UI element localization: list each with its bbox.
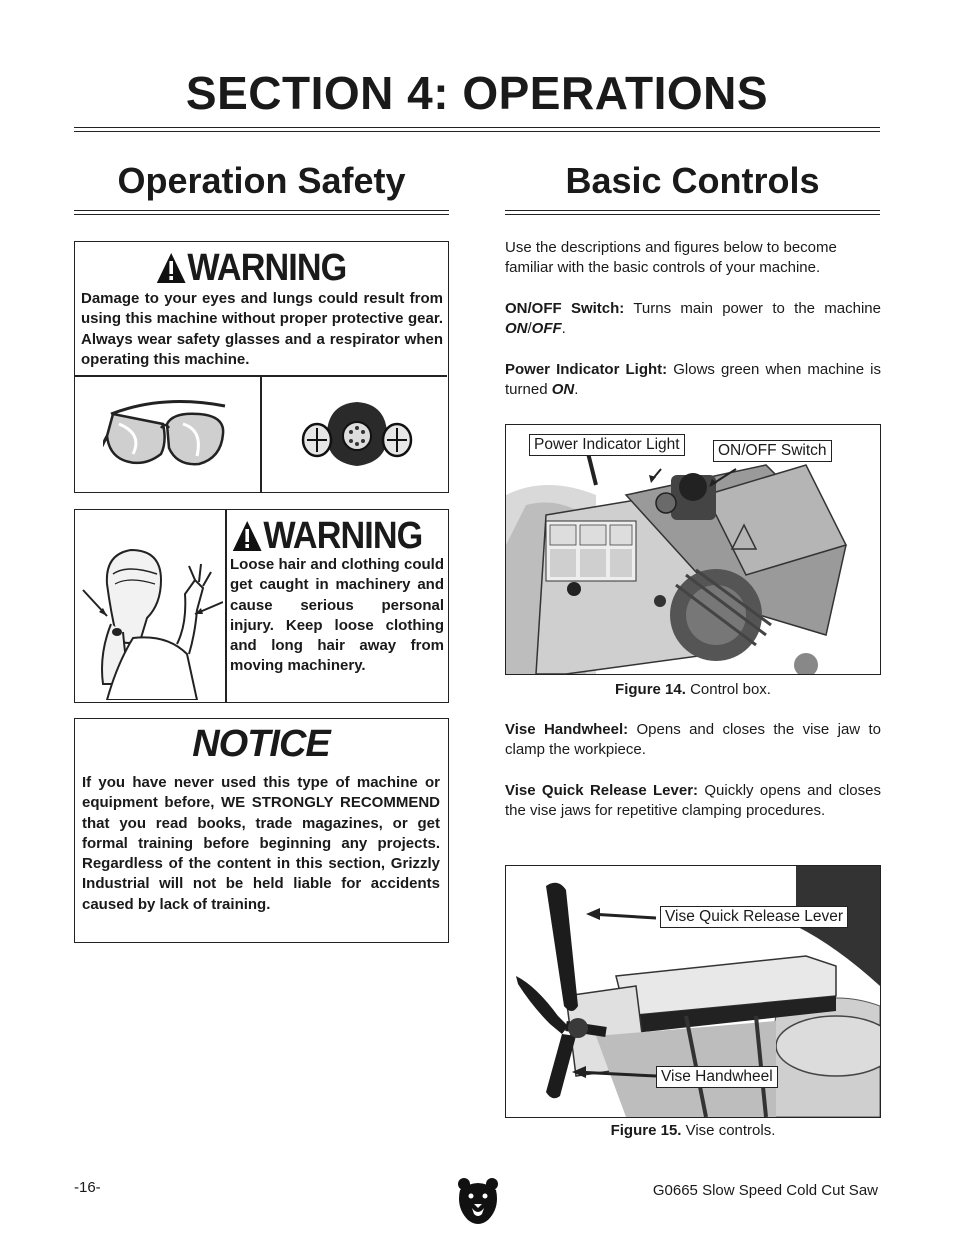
- warning-triangle-icon: [231, 519, 263, 553]
- right-title-rule: [505, 210, 880, 215]
- vise-quick-release-lever-label: Vise Quick Release Lever: [660, 906, 848, 928]
- figure-15-vise-controls: [505, 865, 881, 1118]
- page-number: -16-: [74, 1179, 101, 1196]
- vise-handwheel-paragraph: Vise Handwheel: Opens and closes the vise jaw to clamp the workpiece.: [505, 721, 881, 759]
- left-title-rule: [74, 210, 449, 215]
- power-indicator-light-label: Power Indicator Light: [529, 434, 685, 456]
- notice-text: If you have never used this type of machine or equipment before, WE STRONGLY RECOMMEND that you read books, trade magazines, or get formal training before beginning any projects. Regardless of the content in this section, Grizzly Industrial will not be held liable for accidents caused by lack of training.: [82, 774, 440, 913]
- basic-controls-title: Basic Controls: [565, 160, 820, 201]
- grizzly-bear-logo-icon: [456, 1176, 500, 1226]
- warning-text: Damage to your eyes and lungs could result from using this machine without proper protective gear. Always wear safety glasses and a respirator when operating this machine.: [81, 290, 443, 368]
- onoff-switch-paragraph: ON/OFF Switch: Turns main power to the machine ON/OFF.: [505, 300, 881, 338]
- vise-quick-release-paragraph: Vise Quick Release Lever: Quickly opens and closes the vise jaws for repetitive clamping procedures.: [505, 782, 881, 820]
- warning-text: Loose hair and clothing could get caught in machinery and cause serious personal injury. Keep loose clothing and long hair away from moving machinery.: [230, 556, 444, 675]
- notice-box: [74, 718, 449, 943]
- model-name: G0665 Slow Speed Cold Cut Saw: [652, 1182, 878, 1199]
- figure-14-control-box: [505, 424, 881, 675]
- warning-heading: WARNING: [155, 246, 346, 290]
- power-indicator-paragraph: Power Indicator Light: Glows green when machine is turned ON.: [505, 361, 882, 399]
- intro-paragraph: Use the descriptions and figures below to become familiar with the basic controls of your machine.: [505, 239, 837, 277]
- warning-heading: WARNING: [231, 514, 422, 558]
- section-title: SECTION 4: OPERATIONS: [185, 67, 769, 119]
- figure-15-caption: Figure 15. Vise controls.: [610, 1122, 776, 1139]
- warning-box-loose-hair: [74, 509, 449, 703]
- figure-14-caption: Figure 14. Control box.: [615, 681, 771, 698]
- warning-box-eyes-lungs: [74, 241, 449, 493]
- safety-glasses-icon: [103, 384, 233, 480]
- onoff-switch-label: ON/OFF Switch: [713, 440, 832, 462]
- warning-triangle-icon: [155, 251, 187, 285]
- operation-safety-title: Operation Safety: [117, 160, 406, 201]
- notice-heading: NOTICE: [192, 723, 330, 765]
- section-rule: [74, 127, 880, 132]
- person-long-hair-icon: [77, 514, 223, 700]
- warning-divider-vertical: [260, 375, 262, 492]
- control-box-photo: [506, 425, 880, 674]
- warning-divider-vertical: [225, 510, 227, 702]
- respirator-icon: [297, 392, 417, 476]
- vise-handwheel-label: Vise Handwheel: [656, 1066, 778, 1088]
